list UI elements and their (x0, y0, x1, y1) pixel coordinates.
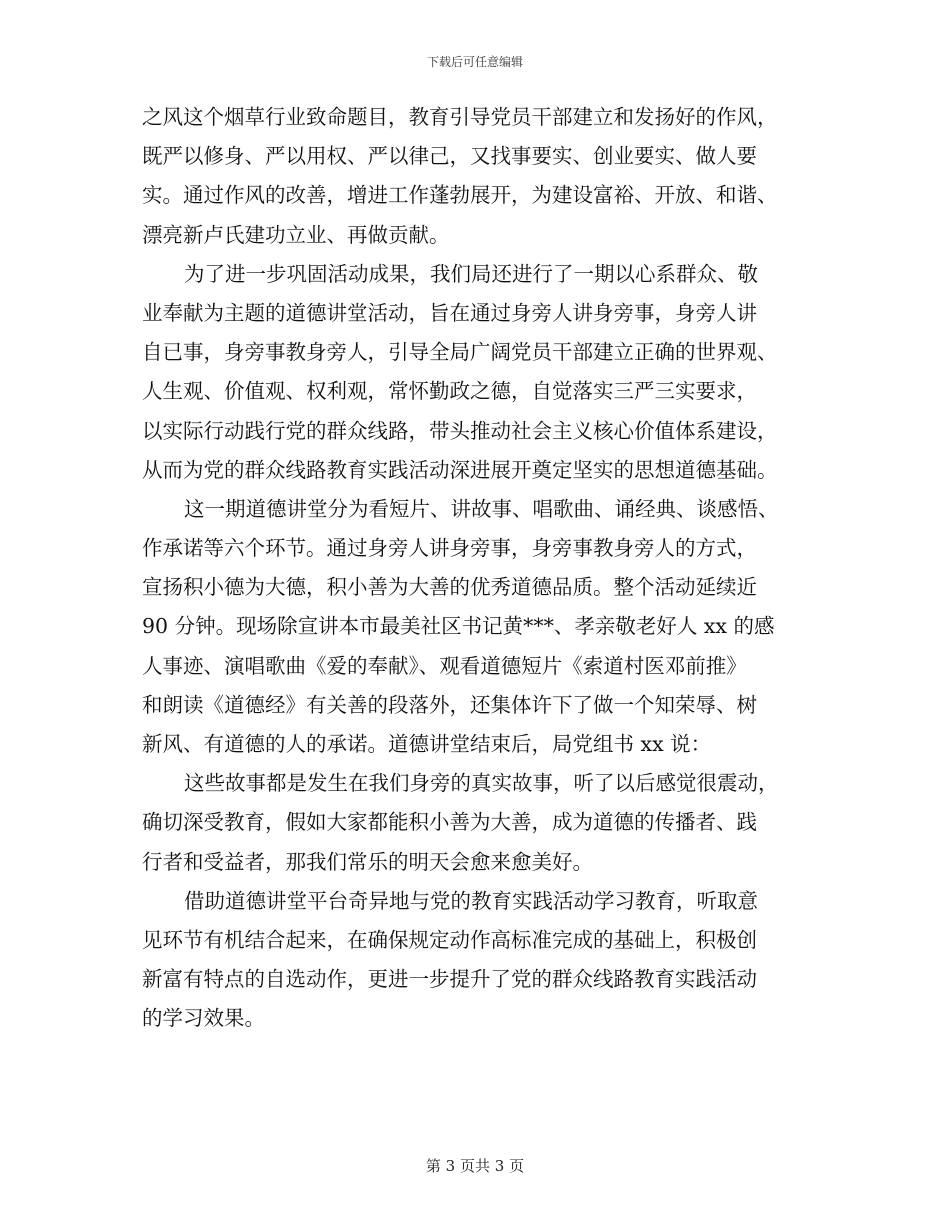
paragraph (142, 255, 810, 490)
text-line: 以实际行动践行党的群众线路，带头推动社会主义核心价值体系建设， (142, 418, 778, 443)
paragraph (142, 764, 810, 882)
paragraph (142, 490, 810, 764)
text-line: 宣扬积小德为大德，积小善为大善的优秀道德品质。整个活动延续近 (142, 575, 757, 600)
text-line: 新富有特点的自选动作，更进一步提升了党的群众线路教育实践活动 (142, 967, 757, 992)
text-line: 行者和受益者，那我们常乐的明天会愈来愈美好。 (142, 849, 593, 874)
text-line: 借助道德讲堂平台奇异地与党的教育实践活动学习教育，听取意 (184, 888, 758, 913)
text-line: 业奉献为主题的道德讲堂活动，旨在通过身旁人讲身旁事，身旁人讲 (142, 300, 757, 325)
text-line: 既严以修身、严以用权、严以律己，又找事要实、创业要实、做人要 (142, 144, 757, 169)
text-line: 作承诺等六个环节。通过身旁人讲身旁事，身旁事教身旁人的方式， (142, 536, 757, 561)
text-line: 确切深受教育，假如大家都能积小善为大善，成为道德的传播者、践 (142, 810, 757, 835)
text-line: 从而为党的群众线路教育实践活动深进展开奠定坚实的思想道德基础。 (142, 457, 778, 482)
text-line: 自已事，身旁事教身旁人，引导全局广阔党员干部建立正确的世界观、 (142, 340, 778, 365)
text-line: 这些故事都是发生在我们身旁的真实故事，听了以后感觉很震动， (184, 771, 779, 796)
document-body (142, 98, 810, 1039)
paragraph (142, 98, 810, 255)
text-line: 见环节有机结合起来，在确保规定动作高标准完成的基础上，积极创 (142, 927, 757, 952)
text-line: 漂亮新卢氏建功立业、再做贡献。 (142, 222, 450, 247)
text-line: 人生观、价值观、权利观，常怀勤政之德，自觉落实三严三实要求， (142, 379, 757, 404)
text-line: 和朗读《道德经》有关善的段落外，还集体许下了做一个知荣辱、树 (142, 692, 757, 717)
text-line: 的学习效果。 (142, 1006, 265, 1031)
text-line: 90 分钟。现场除宣讲本市最美社区书记黄***、孝亲敬老好人 xx 的感 (142, 614, 775, 639)
text-line: 这一期道德讲堂分为看短片、讲故事、唱歌曲、诵经典、谈感悟、 (184, 496, 779, 521)
page-header-note: 下载后可任意编辑 (426, 55, 523, 69)
text-line: 实。通过作风的改善，增进工作蓬勃展开，为建设富裕、开放、和谐、 (142, 183, 778, 208)
paragraph (142, 882, 810, 1039)
text-line: 新风、有道德的人的承诺。道德讲堂结束后，局党组书 xx 说： (142, 732, 712, 756)
text-line: 之风这个烟草行业致命题目，教育引导党员干部建立和发扬好的作风， (142, 105, 778, 129)
text-line: 人事迹、演唱歌曲《爱的奉献》、观看道德短片《索道村医邓前推》 (142, 653, 747, 678)
text-line: 为了进一步巩固活动成果，我们局还进行了一期以心系群众、敬 (184, 261, 758, 286)
page-number: 第 3 页共 3 页 (425, 1157, 525, 1175)
